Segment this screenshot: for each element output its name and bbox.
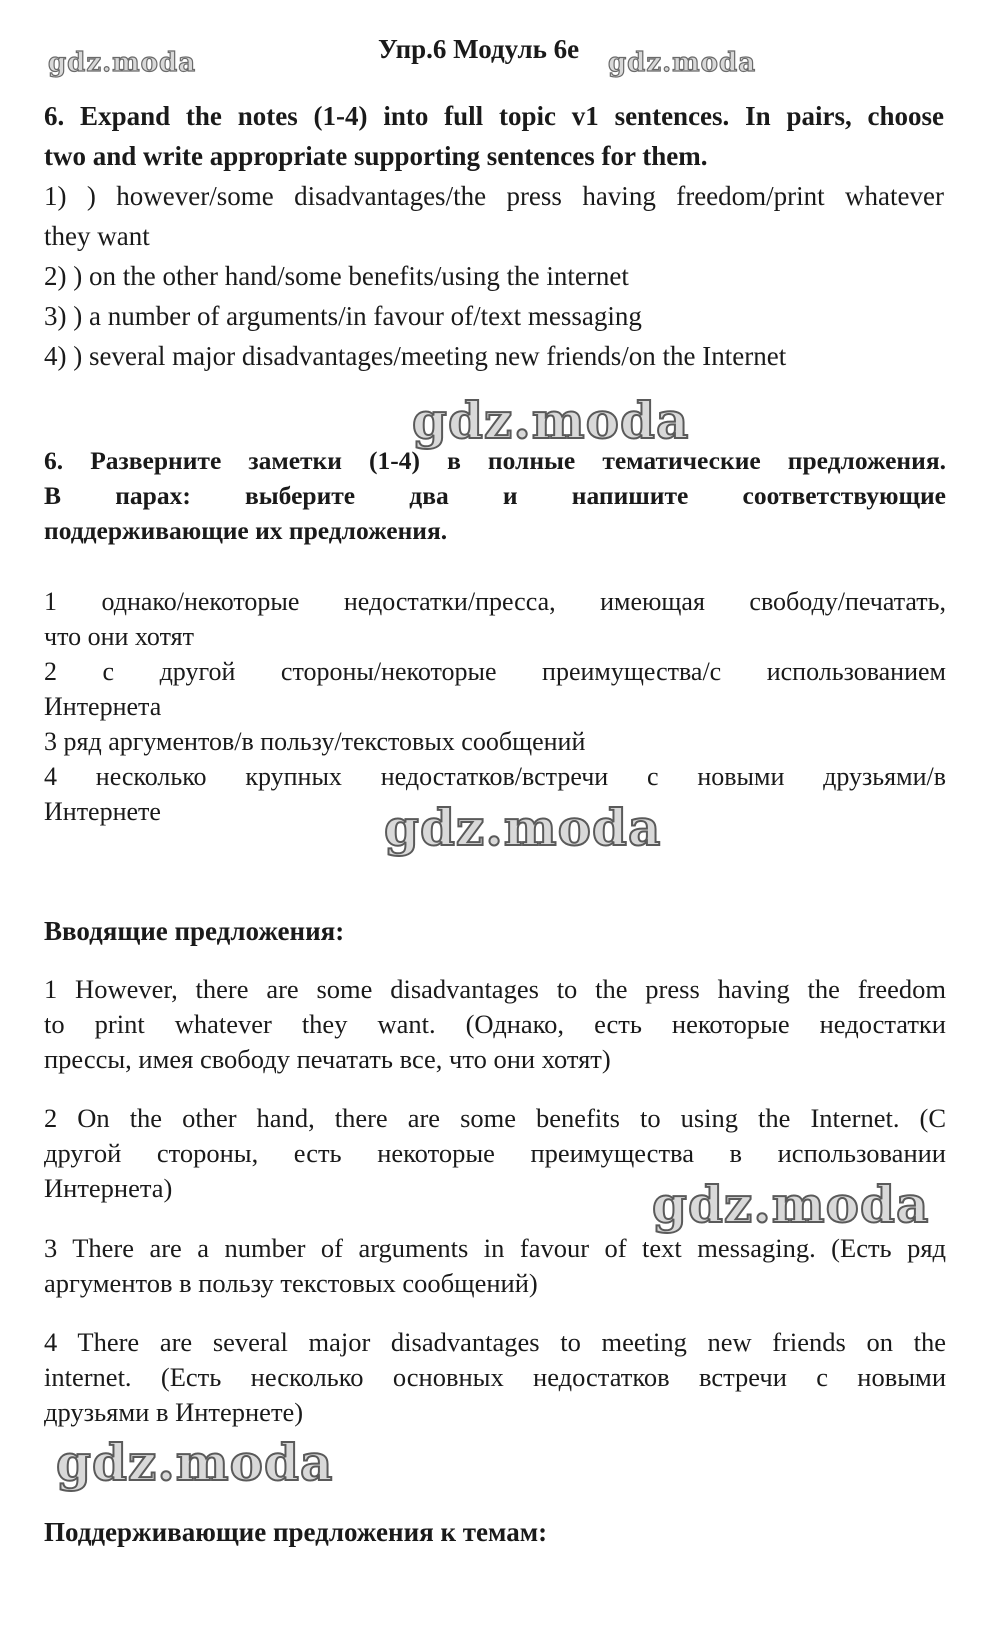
watermark-top-right: gdz.moda <box>608 48 757 78</box>
intro-answer-2-line3: Интернета) <box>44 1173 173 1203</box>
task-ru-item-2-line1: 2 с другой стороны/некоторые преимущества/с использованием <box>44 657 946 686</box>
task-en-item-2: 2) ) on the other hand/some benefits/using the internet <box>44 261 629 291</box>
task-ru-item-1-line2: что они хотят <box>44 622 194 651</box>
task-ru-item-4-line2: Интернете <box>44 797 161 826</box>
task-ru-item-1-line1: 1 однако/некоторые недостатки/пресса, имеющая свободу/печатать, <box>44 587 946 616</box>
intro-answer-1-line3: прессы, имея свободу печатать все, что они хотят) <box>44 1044 611 1074</box>
watermark-3: gdz.moda <box>652 1175 930 1234</box>
task-en-item-1-line2: they want <box>44 221 150 251</box>
task-en-instruction-line1: 6. Expand the notes (1-4) into full topic v1 sentences. In pairs, choose <box>44 101 944 131</box>
supporting-heading: Поддерживающие предложения к темам: <box>44 1517 548 1547</box>
intro-answer-3-line1: 3 There are a number of arguments in favour of text messaging. (Есть ряд <box>44 1233 946 1263</box>
page-title: Упр.6 Модуль 6e <box>378 34 580 64</box>
task-ru-item-4-line1: 4 несколько крупных недостатков/встречи с новыми друзьями/в <box>44 762 946 791</box>
watermark-4: gdz.moda <box>56 1433 334 1492</box>
intro-answer-2-line2: другой стороны, есть некоторые преимущества в использовании <box>44 1138 946 1168</box>
intro-answer-3-line2: аргументов в пользу текстовых сообщений) <box>44 1268 538 1298</box>
task-en-item-3: 3) ) a number of arguments/in favour of/text messaging <box>44 301 642 331</box>
intro-answer-2-line1: 2 On the other hand, there are some benefits to using the Internet. (С <box>44 1103 946 1133</box>
intro-answer-1-line2: to print whatever they want. (Однако, есть некоторые недостатки <box>44 1009 946 1039</box>
task-ru-instruction-line1: 6. Разверните заметки (1-4) в полные тематические предложения. <box>44 446 946 475</box>
task-ru-item-2-line2: Интернета <box>44 692 162 721</box>
intro-heading: Вводящие предложения: <box>44 916 345 946</box>
task-ru-instruction-line3: поддерживающие их предложения. <box>44 516 448 545</box>
watermark-2: gdz.moda <box>384 798 662 857</box>
task-ru-instruction-line2: В парах: выберите два и напишите соответствующие <box>44 481 946 510</box>
intro-answer-4-line2: internet. (Есть несколько основных недостатков встречи с новыми <box>44 1362 946 1392</box>
task-en-instruction-line2: two and write appropriate supporting sentences for them. <box>44 141 708 171</box>
watermark-1: gdz.moda <box>412 391 690 450</box>
watermark-top-left: gdz.moda <box>48 48 197 78</box>
intro-answer-4-line1: 4 There are several major disadvantages to meeting new friends on the <box>44 1327 946 1357</box>
task-en-item-1-line1: 1) ) however/some disadvantages/the press having freedom/print whatever <box>44 181 944 211</box>
task-ru-item-3: 3 ряд аргументов/в пользу/текстовых сообщений <box>44 727 586 756</box>
intro-answer-4-line3: друзьями в Интернете) <box>44 1397 304 1427</box>
intro-answer-1-line1: 1 However, there are some disadvantages to the press having the freedom <box>44 974 946 1004</box>
task-en-item-4: 4) ) several major disadvantages/meeting new friends/on the Internet <box>44 341 787 371</box>
